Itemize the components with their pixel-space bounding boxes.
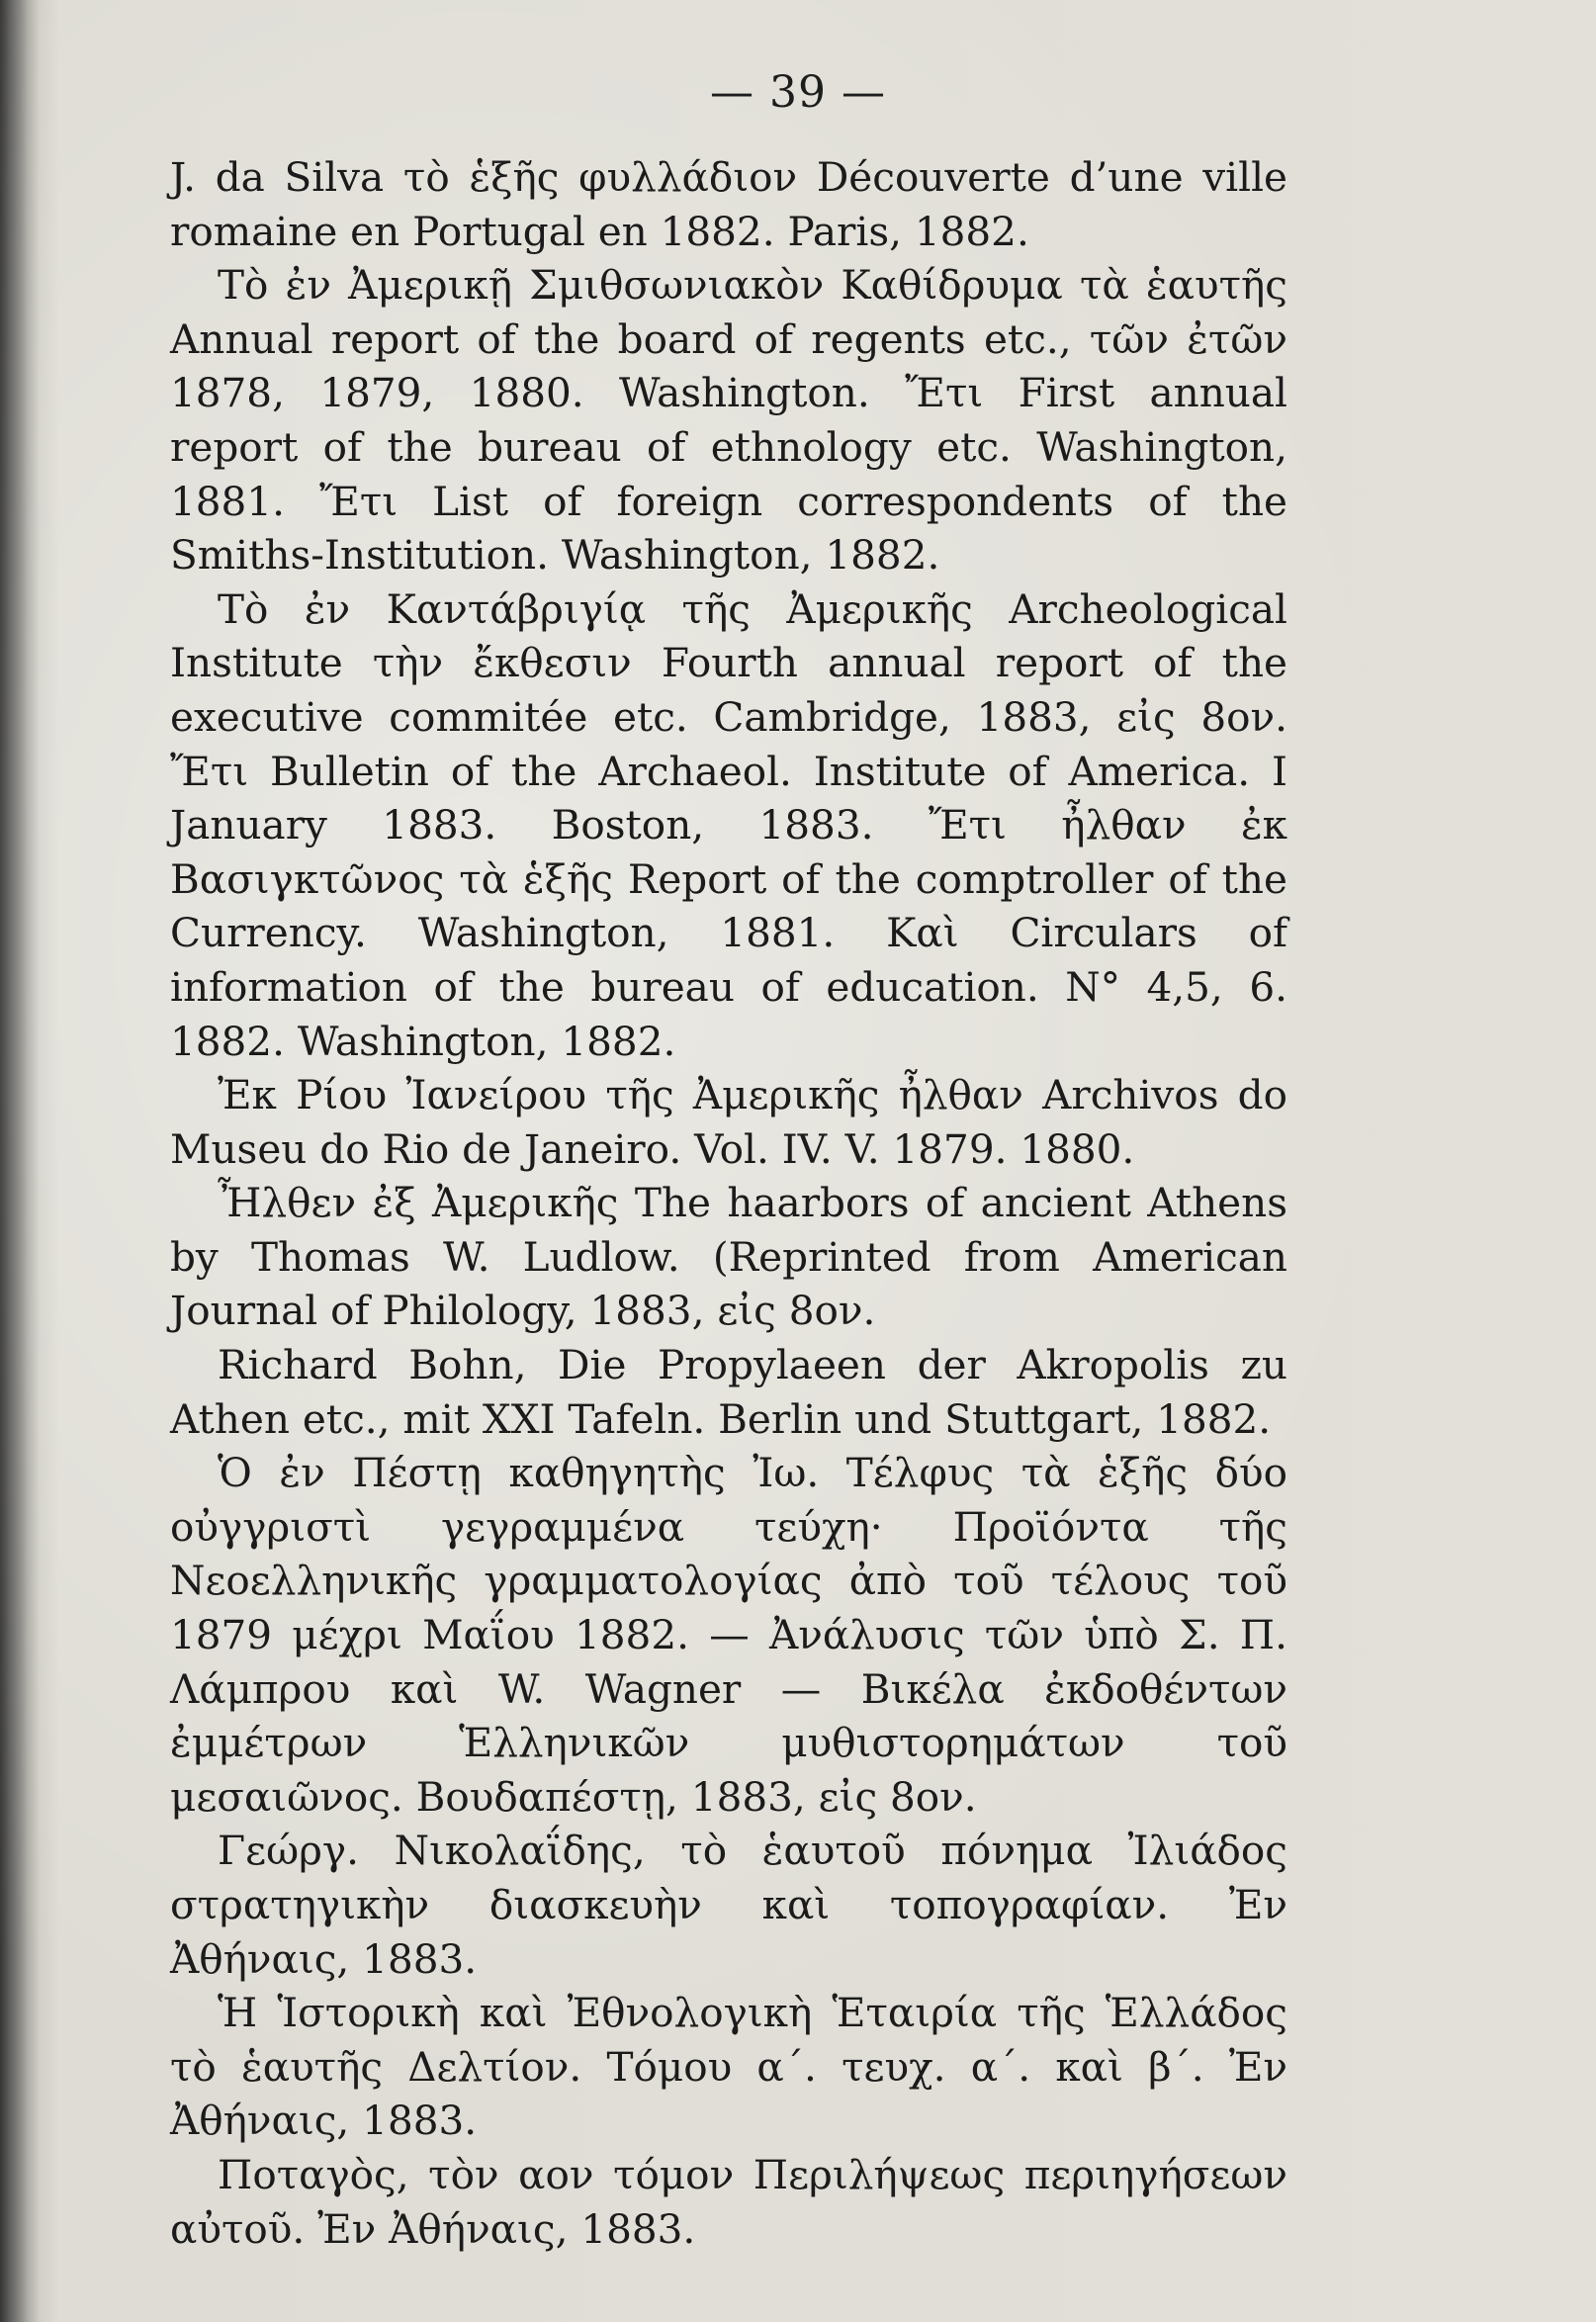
body-text [170,150,1287,2256]
paragraph-cambridge: Τὸ ἐν Καντάβριγίᾳ τῆς Ἀμερικῆς Archeological Institute τὴν ἔκθεσιν Fourth annual report of the executive commitée etc. Cambridge, 1883, εἰς 8ον. Ἔτι Bulletin of the Archaeol. Institute of America. I January 1883. Boston, 1883. Ἔτι ἦλθαν ἐκ Βασιγκτῶνος τὰ ἑξῆς Report of the comptroller of the Currency. Washington, 1881. Καὶ Circulars of information of the bureau of education. N° 4,5, 6. 1882. Washington, 1882. [170,584,1287,1065]
paragraph-society: Ἡ Ἱστορικὴ καὶ Ἐθνολογικὴ Ἑταιρία τῆς Ἑλλάδος τὸ ἑαυτῆς Δελτίον. Τόμου α΄. τευχ. α΄. καὶ β΄. Ἐν Ἀθήναις, 1883. [170,1989,1287,2145]
paragraph-rio: Ἐκ Ρίου Ἰανείρου τῆς Ἀμερικῆς ἦλθαν Archivos do Museu do Rio de Janeiro. Vol. IV. V. 1879. 1880. [170,1071,1287,1173]
paragraph-silva: J. da Silva τὸ ἑξῆς φυλλάδιον Découverte d’une ville romaine en Portugal en 1882. Paris, 1882. [170,153,1287,255]
paragraph-bohn: Richard Bohn, Die Propylaeen der Akropolis zu Athen etc., mit XXI Tafeln. Berlin und Stuttgart, 1882. [170,1341,1287,1443]
paragraph-nikolaidis: Γεώργ. Νικολαΐδης, τὸ ἑαυτοῦ πόνημα Ἰλιάδος στρατηγικὴν διασκευὴν καὶ τοπογραφίαν. Ἐν Ἀθήναις, 1883. [170,1827,1287,1983]
paragraph-telfy: Ὁ ἐν Πέστῃ καθηγητὴς Ἰω. Τέλφυς τὰ ἑξῆς δύο οὐγγριστὶ γεγραμμένα τεύχη· Προϊόντα τῆς Νεοελληνικῆς γραμματολογίας ἀπὸ τοῦ τέλους τοῦ 1879 μέχρι Μαΐου 1882. — Ἀνάλυσις τῶν ὑπὸ Σ. Π. Λάμπρου καὶ W. Wagner — Βικέλα ἐκδοθέντων ἐμμέτρων Ἑλληνικῶν μυθιστορημάτων τοῦ μεσαιῶνος. Βουδαπέστῃ, 1883, εἰς 8ον. [170,1449,1287,1821]
paragraph-potagos: Ποταγὸς, τὸν αον τόμον Περιλήψεως περιηγήσεων αὐτοῦ. Ἐν Ἀθήναις, 1883. [170,2150,1287,2253]
gutter-shadow [0,0,40,2322]
page-number: — 39 — [710,67,886,118]
paragraph-smithsonian: Τὸ ἐν Ἀμερικῇ Σμιθσωνιακὸν Καθίδρυμα τὰ ἑαυτῆς Annual report of the board of regents etc., τῶν ἐτῶν 1878, 1879, 1880. Washington. Ἔτι First annual report of the bureau of ethnology etc. Washington, 1881. Ἔτι List of foreign correspondents of the Smiths-Institution. Washington, 1882. [170,261,1287,580]
paragraph-ludlow: Ἦλθεν ἐξ Ἀμερικῆς The haarbors of ancient Athens by Thomas W. Ludlow. (Reprinted from American Journal of Philology, 1883, εἰς 8ον. [170,1179,1287,1335]
